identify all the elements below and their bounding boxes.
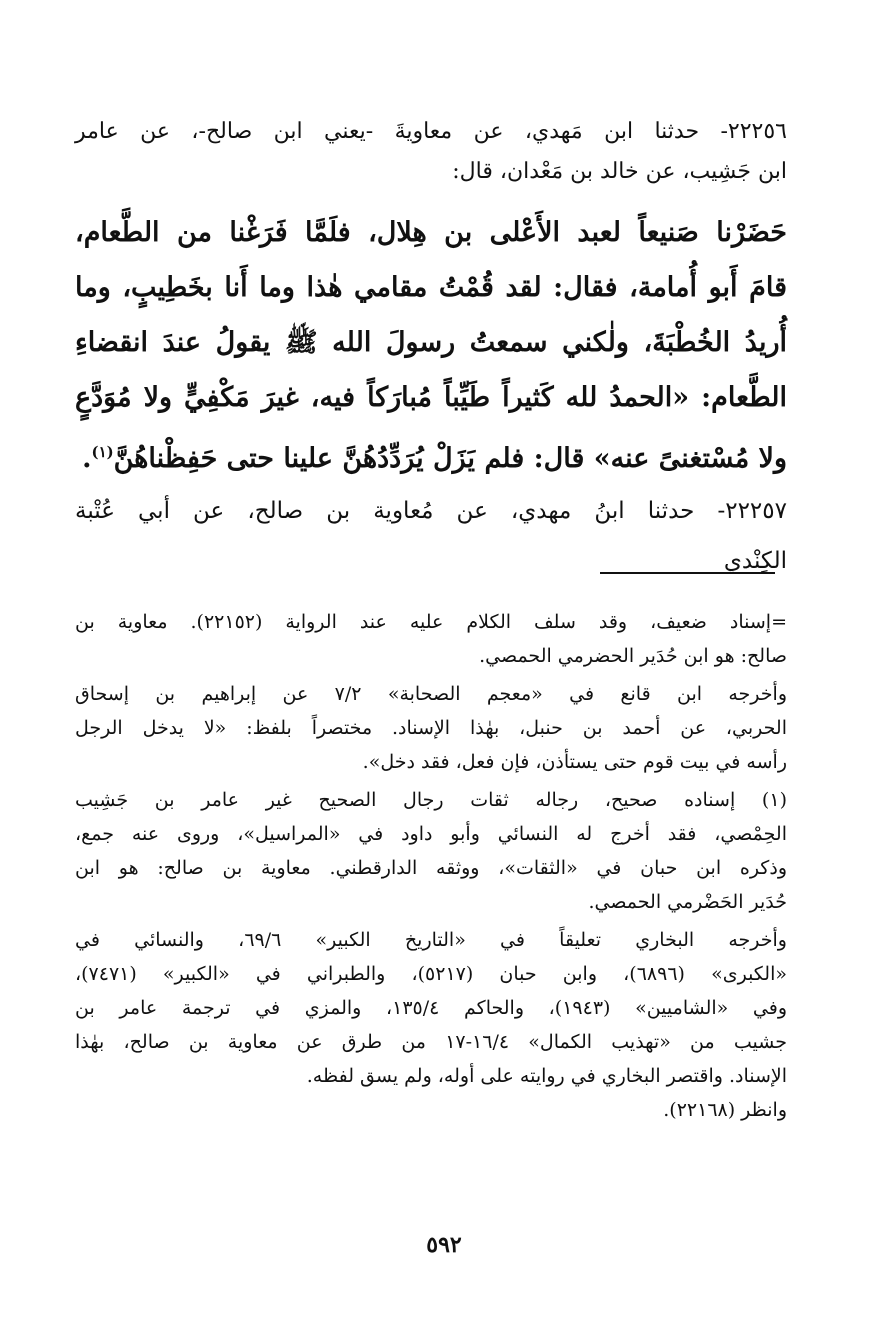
note-line: وأخرجه ابن قانع في «معجم الصحابة» ٧/٢ عن إبراهيم بن إسحاق [75,683,787,705]
note-line: «الكبرى» (٦٨٩٦)، وابن حبان (٥٢١٧)، والطبراني في «الكبير» (٧٤٧١)، [75,963,787,985]
text-segment: ولا مُسْتغنىً عنه» قال: فلم يَزَلْ يُرَدِّدُهُنَّ علينا حتى حَفِظْناهُنَّ [113,443,787,474]
note-line: الإسناد. واقتصر البخاري في روايته على أوله، ولم يسق لفظه. [306,1065,787,1087]
page-number: ٥٩٢ [426,1232,462,1258]
footnotes [75,605,787,1127]
note-line: وفي «الشاميين» (١٩٤٣)، والحاكم ١٣٥/٤، والمزي في ترجمة عامر بن [75,997,788,1019]
text-line: الكِنْدي [723,548,787,574]
note-line: وأخرجه البخاري تعليقاً في «التاريخ الكبير» ٦٩/٦، والنسائي في [75,929,787,951]
note-line: وانظر (٢٢١٦٨). [663,1099,787,1121]
note-line: الحِمْصي، فقد أخرج له النسائي وأبو داود في «المراسيل»، وروى عنه جمع، [75,823,787,845]
text-line: الطَّعام: «الحمدُ لله كَثيراً طَيِّباً مُبارَكاً فيه، غيرَ مَكْفِيٍّ ولا مُوَدَّعٍ [75,382,787,413]
note-line: صالح: هو ابن حُدَير الحضرمي الحمصي. [479,645,787,667]
note-line: (١) إسناده صحيح، رجاله ثقات رجال الصحيح غير عامر بن جَشِيب [75,789,787,811]
text-line: قامَ أَبو أُمامة، فقال: لقد قُمْتُ مقامي هٰذا وما أَنا بخَطِيبٍ، وما [75,272,787,303]
note-line: الحربي، عن أحمد بن حنبل، بهٰذا الإسناد. مختصراً بلفظ: «لا يدخل الرجل [75,717,787,739]
text-line: ٢٢٢٥٧- حدثنا ابنُ مهدي، عن مُعاوية بن صالح، عن أبي عُتْبة [75,498,787,524]
hadith-22256-body [75,205,787,486]
note-line: رأسه في بيت قوم حتى يستأذن، فإن فعل، فقد دخل». [362,751,787,773]
hadith-22257-chain [75,486,787,586]
footnote-divider [600,572,775,574]
note-line: حُدَير الحَضْرمي الحمصي. [588,891,787,913]
text-line: ٢٢٢٥٦- حدثنا ابن مَهدي، عن معاويةَ -يعني ابن صالح-، عن عامر [75,119,787,144]
text-line: حَضَرْنا صَنيعاً لعبد الأَعْلى بن هِلال، فلَمَّا فَرَغْنا من الطَّعام، [75,217,787,248]
text-segment: . [82,443,92,474]
footnote-marker: (١) [91,443,114,461]
note-line: جشيب من «تهذيب الكمال» ١٦/٤-١٧ من طرق عن معاوية بن صالح، بهٰذا [75,1031,787,1053]
text-line: ابن جَشِيب، عن خالد بن مَعْدان، قال: [452,159,787,184]
hadith-22256-chain [75,112,787,192]
note-line: وذكره ابن حبان في «الثقات»، ووثقه الدارقطني. معاوية بن صالح: هو ابن [75,857,787,879]
text-line: أُريدُ الخُطْبَةَ، ولٰكني سمعتُ رسولَ الله ﷺ يقولُ عندَ انقضاءِ [75,327,787,358]
text-line [75,425,787,486]
note-line: =إسناد ضعيف، وقد سلف الكلام عليه عند الرواية (٢٢١٥٢). معاوية بن [75,611,787,633]
